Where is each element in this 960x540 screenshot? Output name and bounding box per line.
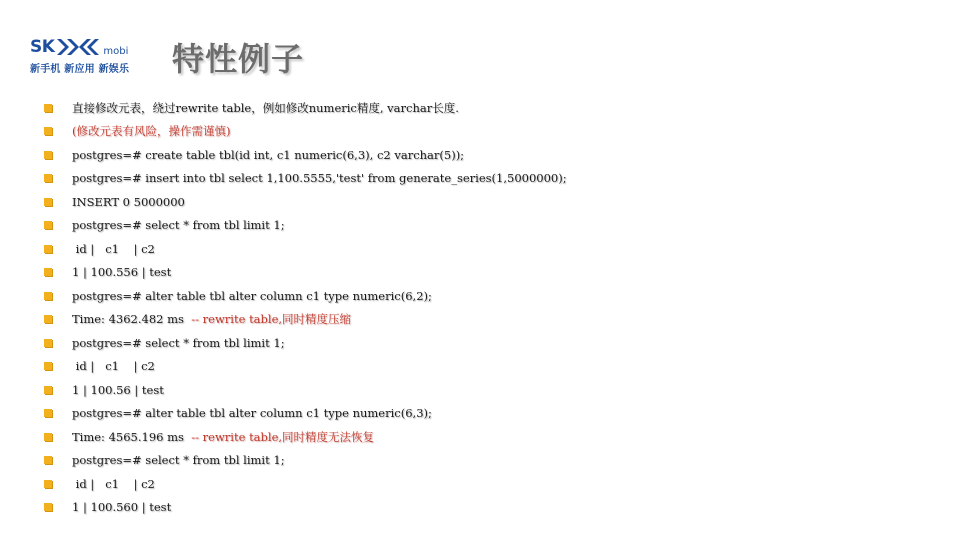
bullet-marker-icon [44, 433, 52, 441]
slide-title: 特性例子 [172, 40, 305, 78]
company-logo [30, 38, 154, 74]
bullet-item [44, 402, 567, 426]
bullet-item [44, 284, 567, 308]
bullet-item [44, 143, 567, 167]
bullet-text: Time: 4362.482 ms [72, 312, 192, 327]
bullet-marker-icon [44, 503, 52, 511]
bullet-text: id | c1 | c2 [72, 241, 155, 256]
bullet-text: postgres=# select * from tbl limit 1; [72, 335, 285, 350]
bullet-list [44, 96, 567, 519]
bullet-text: Time: 4565.196 ms [72, 429, 192, 444]
bullet-marker-icon [44, 174, 52, 182]
bullet-item [44, 261, 567, 285]
bullet-item [44, 190, 567, 214]
logo-suffix-text: mobi [103, 46, 129, 57]
bullet-text: 直接修改元表，绕过rewrite table，例如修改numeric精度, varchar长度. [72, 100, 459, 115]
bullet-text: id | c1 | c2 [72, 359, 155, 374]
bullet-item [44, 496, 567, 520]
bullet-text: 1 | 100.556 | test [72, 265, 172, 280]
bullet-text: postgres=# alter table tbl alter column c1 type numeric(6,3); [72, 406, 432, 421]
bullet-item [44, 308, 567, 332]
bullet-item [44, 449, 567, 473]
bullet-comment: -- rewrite table,同时精度压缩 [191, 312, 352, 327]
bullet-text: postgres=# select * from tbl limit 1; [72, 218, 285, 233]
bullet-comment: -- rewrite table,同时精度无法恢复 [191, 429, 375, 444]
bullet-marker-icon [44, 292, 52, 300]
bullet-marker-icon [44, 456, 52, 464]
bullet-marker-icon [44, 198, 52, 206]
bullet-text: 1 | 100.560 | test [72, 500, 172, 515]
bullet-text: postgres=# create table tbl(id int, c1 numeric(6,3), c2 varchar(5)); [72, 147, 465, 162]
logo-brand-text: SK [30, 37, 55, 57]
bullet-text: 1 | 100.56 | test [72, 382, 164, 397]
bullet-item [44, 331, 567, 355]
bullet-item [44, 167, 567, 191]
bullet-item [44, 355, 567, 379]
bullet-text: postgres=# alter table tbl alter column c1 type numeric(6,2); [72, 288, 432, 303]
bullet-text: (修改元表有风险，操作需谨慎) [72, 124, 231, 139]
bullet-item [44, 237, 567, 261]
bullet-item [44, 472, 567, 496]
bullet-marker-icon [44, 480, 52, 488]
bullet-item [44, 96, 567, 120]
bullet-text: postgres=# insert into tbl select 1,100.5555,'test' from generate_series(1,5000000); [72, 171, 567, 186]
bullet-marker-icon [44, 104, 52, 112]
bullet-text: INSERT 0 5000000 [72, 194, 185, 209]
bullet-marker-icon [44, 221, 52, 229]
bullet-item [44, 214, 567, 238]
bullet-text: id | c1 | c2 [72, 476, 155, 491]
bullet-item [44, 120, 567, 144]
bullet-marker-icon [44, 386, 52, 394]
bullet-marker-icon [44, 127, 52, 135]
bullet-marker-icon [44, 315, 52, 323]
bullet-marker-icon [44, 245, 52, 253]
logo-mark [30, 38, 128, 56]
bullet-marker-icon [44, 409, 52, 417]
logo-tagline: 新手机 新应用 新娱乐 [30, 64, 130, 75]
bullet-marker-icon [44, 151, 52, 159]
bullet-marker-icon [44, 339, 52, 347]
bullet-item [44, 378, 567, 402]
bullet-marker-icon [44, 268, 52, 276]
logo-arrows-icon [55, 38, 101, 56]
bullet-marker-icon [44, 362, 52, 370]
bullet-text: postgres=# select * from tbl limit 1; [72, 453, 285, 468]
bullet-item [44, 425, 567, 449]
